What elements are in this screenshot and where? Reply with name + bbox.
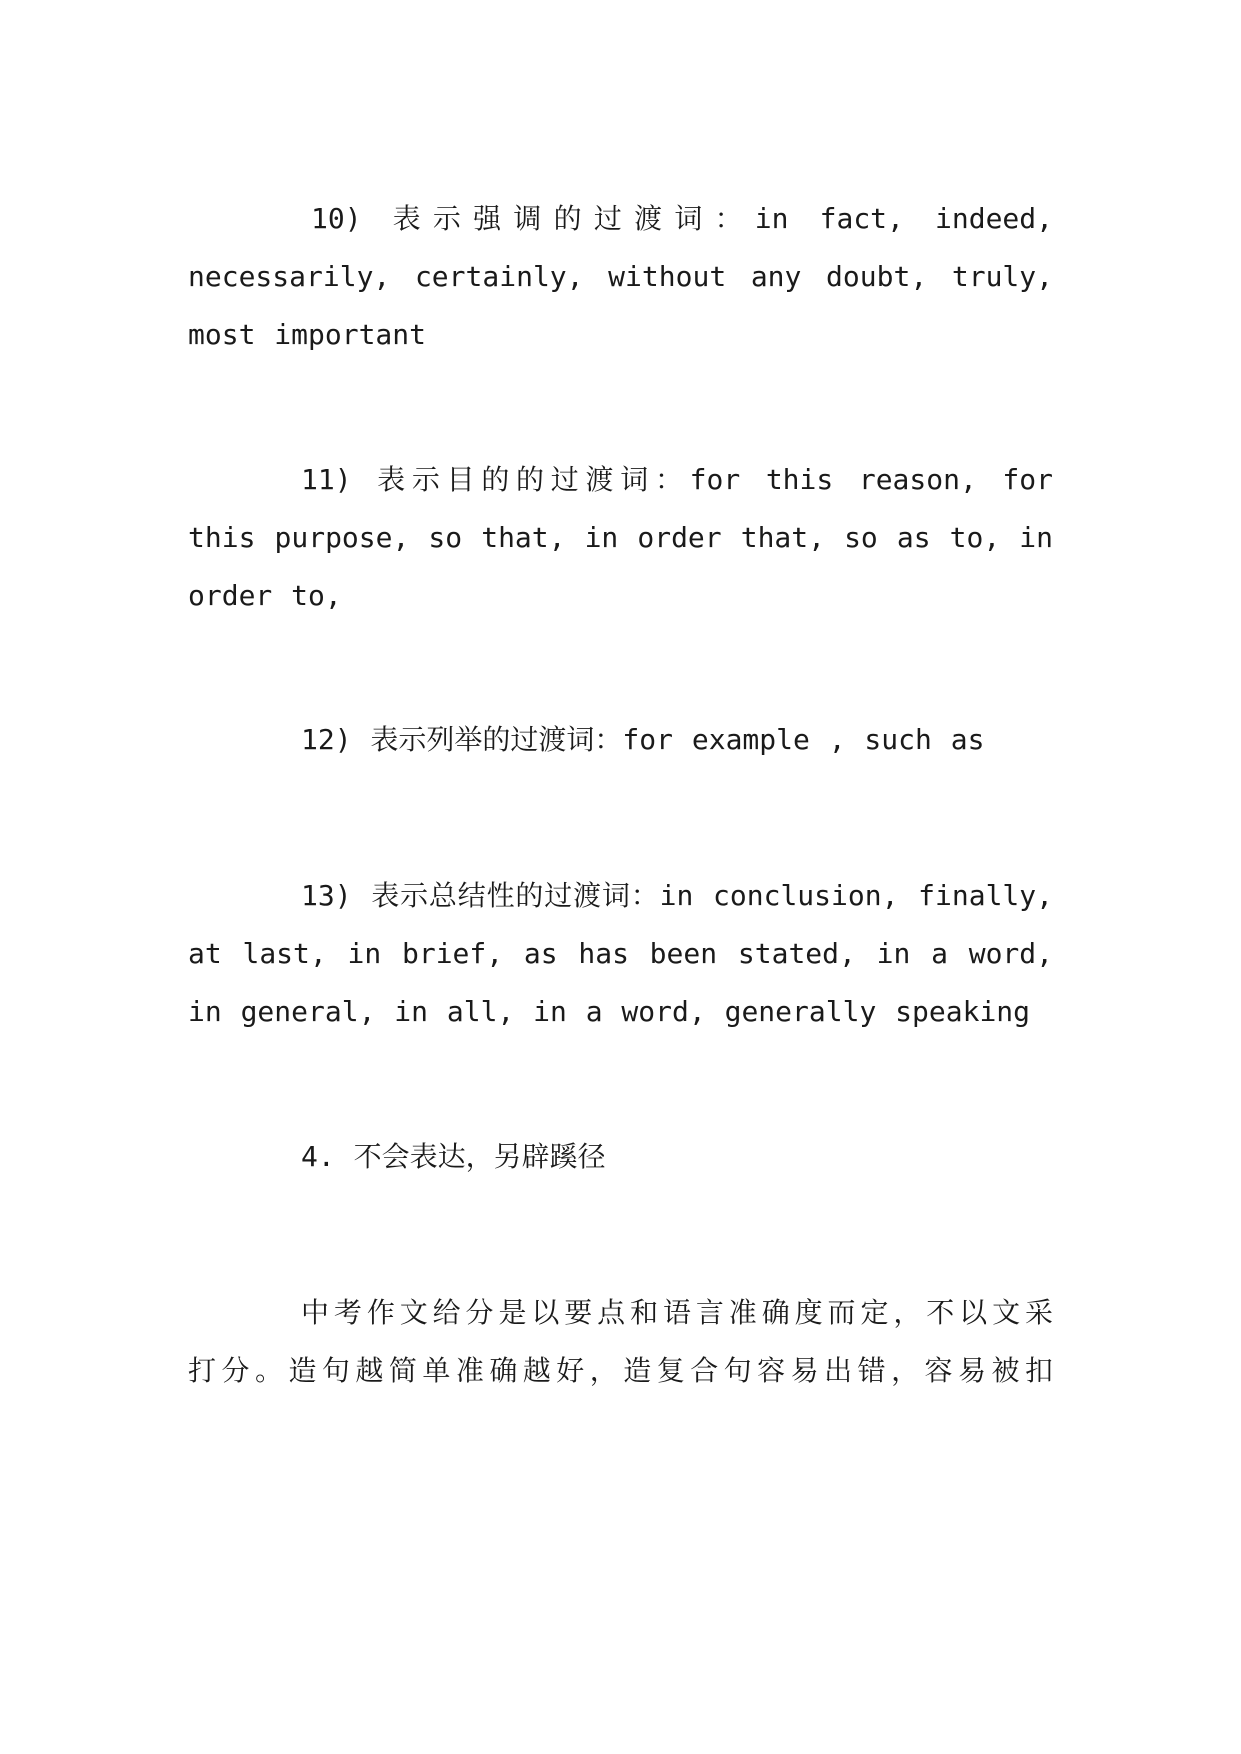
- paragraph-line: 13) 表示总结性的过渡词：in conclusion, finally,: [301, 879, 1053, 912]
- paragraph-line: in general, in all, in a word, generally speaking: [188, 995, 1031, 1028]
- paragraph-line: 11) 表示目的的过渡词：for this reason, for: [301, 463, 1053, 496]
- heading-line: 4. 不会表达，另辟蹊径: [301, 1140, 606, 1173]
- paragraph-line: 10) 表示强调的过渡词：in fact, indeed,: [311, 202, 1053, 235]
- paragraph-line: this purpose, so that, in order that, so as to, in: [188, 521, 1053, 554]
- paragraph-line: most important: [188, 318, 427, 351]
- paragraph-line: 打分。造句越简单准确越好，造复合句容易出错，容易被扣: [188, 1354, 1053, 1387]
- paragraph-line: 中考作文给分是以要点和语言准确度而定，不以文采: [301, 1296, 1053, 1329]
- paragraph-scoring-advice: [188, 1284, 1053, 1400]
- paragraph-line: at last, in brief, as has been stated, in a word,: [188, 937, 1053, 970]
- paragraph-line: order to,: [188, 579, 342, 612]
- paragraph-line: 12) 表示列举的过渡词：for example , such as: [301, 723, 985, 756]
- paragraph-emphasis-transitions: [188, 190, 1053, 364]
- section-heading-4: [188, 1128, 1053, 1186]
- paragraph-example-transitions: [188, 711, 1053, 769]
- paragraph-line: necessarily, certainly, without any doubt, truly,: [188, 260, 1053, 293]
- paragraph-conclusion-transitions: [188, 867, 1053, 1041]
- paragraph-purpose-transitions: [188, 451, 1053, 625]
